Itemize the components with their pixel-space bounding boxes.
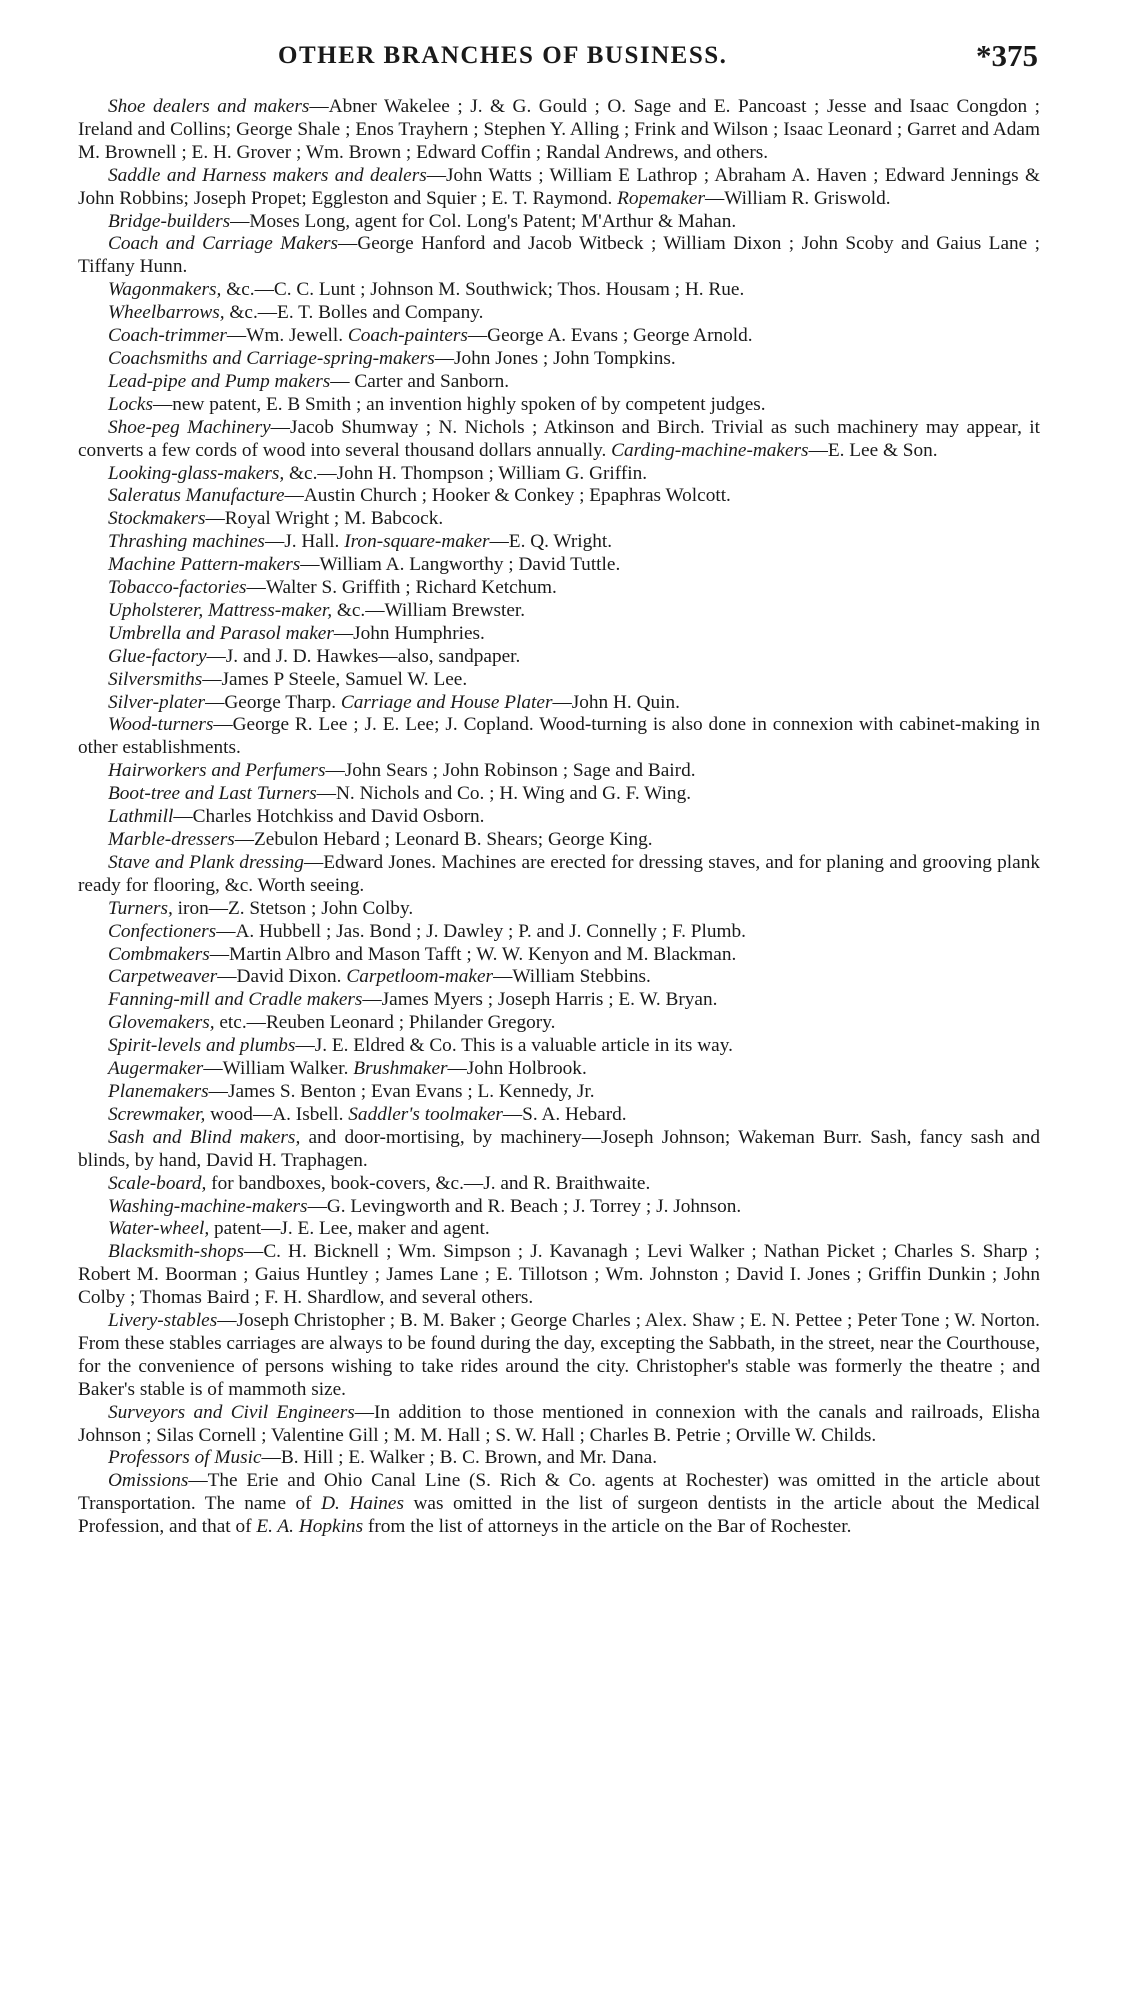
directory-entry [78, 1173, 1040, 1196]
entry-term: Wagonmakers, [108, 279, 222, 301]
directory-entry [78, 348, 1040, 371]
entry-text: —The Erie and Ohio Canal Line (S. Rich & Co. agents at Rochester) was omitted in the article about Transportation. The name of [78, 1470, 1040, 1515]
directory-entry [78, 600, 1040, 623]
entry-text: —S. A. Hebard. [502, 1103, 627, 1125]
directory-entry [78, 233, 1040, 279]
entry-text: &c.—John H. Thompson ; William G. Griffin. [284, 462, 648, 484]
entry-term: Blacksmith-shops [108, 1241, 245, 1263]
directory-entry [78, 646, 1040, 669]
directory-entry [78, 325, 1040, 348]
entry-term: Fanning-mill and Cradle makers [108, 989, 363, 1011]
entry-term: Professors of Music [108, 1447, 262, 1469]
page-title: OTHER BRANCHES OF BUSINESS. [278, 42, 728, 69]
entry-term: Washing-machine-makers [108, 1195, 308, 1217]
entry-term: Stockmakers [108, 508, 206, 530]
entry-text: was omitted in the list of surgeon dentists in the article about the Medical Profession, and that of [78, 1493, 1040, 1538]
entry-term: Tobacco-factories [108, 577, 247, 599]
entry-text: —George A. Evans ; George Arnold. [467, 325, 753, 347]
entry-text: —Royal Wright ; M. Babcock. [205, 508, 444, 530]
entry-term: Omissions [108, 1470, 189, 1492]
directory-entry [78, 829, 1040, 852]
entry-text: wood—A. Isbell. [205, 1103, 344, 1125]
entry-text: &c.—E. T. Bolles and Company. [224, 302, 484, 324]
entry-term: Wheelbarrows, [108, 302, 225, 324]
entry-text: —John Watts ; William E Lathrop ; Abraham A. Haven ; Edward Jennings & John Robbins; Joseph Propet; Eggleston and Squier ; E. T. Raymond. [78, 164, 1040, 209]
entry-text: etc.—Reuben Leonard ; Philander Gregory. [214, 1012, 556, 1034]
entry-term: Silversmiths [108, 668, 203, 690]
entry-term: Carding-machine-makers [611, 439, 809, 461]
entry-text: —William R. Griswold. [704, 187, 891, 209]
page-number: *375 [976, 38, 1038, 73]
entry-text: —William A. Langworthy ; David Tuttle. [300, 554, 621, 576]
entry-term: Lead-pipe and Pump makers [108, 370, 331, 392]
entry-term: Spirit-levels and plumbs [108, 1035, 296, 1057]
entry-text: —James P Steele, Samuel W. Lee. [202, 668, 468, 690]
entry-text: —William Walker. [203, 1058, 349, 1080]
entry-text: —N. Nichols and Co. ; H. Wing and G. F. Wing. [316, 783, 692, 805]
entry-term: Saleratus Manufacture [108, 485, 285, 507]
directory-entry [78, 1127, 1040, 1173]
directory-entry [78, 1470, 1040, 1539]
directory-entry [78, 1035, 1040, 1058]
entry-text: —J. Hall. [264, 531, 340, 553]
entry-term: Saddle and Harness makers and dealers [108, 164, 427, 186]
entry-term: Turners, [108, 897, 173, 919]
directory-entry [78, 1012, 1040, 1035]
entry-term: Upholsterer, Mattress-maker, [108, 599, 333, 621]
directory-entry [78, 485, 1040, 508]
directory-entry [78, 165, 1040, 211]
entry-term: Coach-painters [347, 325, 468, 347]
directory-entry [78, 508, 1040, 531]
entry-term: Thrashing machines [108, 531, 265, 553]
entry-term: Iron-square-maker [344, 531, 490, 553]
entry-text: —J. and J. D. Hawkes—also, sandpaper. [206, 645, 521, 667]
entry-term: Augermaker [108, 1058, 204, 1080]
directory-entry [78, 279, 1040, 302]
entry-term: Shoe dealers and makers [108, 96, 310, 117]
entry-text: —Zebulon Hebard ; Leonard B. Shears; George King. [234, 829, 653, 850]
entry-text: &c.—C. C. Lunt ; Johnson M. Southwick; Thos. Housam ; H. Rue. [221, 279, 745, 301]
entry-text: —In addition to those mentioned in connexion with the canals and railroads, Elisha Johnson ; Silas Cornell ; Valentine Gill ; M. M. Hall ; S. W. Hall ; Charles B. Petrie ; Orville W. Childs. [78, 1401, 1040, 1446]
entry-text: from the list of attorneys in the article on the Bar of Rochester. [363, 1516, 852, 1538]
directory-entry [78, 1196, 1040, 1219]
directory-entry [78, 692, 1040, 715]
entry-term: Confectioners [108, 920, 217, 942]
directory-entry [78, 96, 1040, 165]
entry-text: —John Holbrook. [447, 1058, 587, 1080]
entry-term: Boot-tree and Last Turners [108, 783, 317, 805]
directory-entry [78, 760, 1040, 783]
entry-term: Combmakers [108, 943, 210, 965]
directory-entry [78, 371, 1040, 394]
entry-text: —E. Lee & Son. [808, 439, 938, 461]
directory-entry [78, 417, 1040, 463]
directory-entry [78, 783, 1040, 806]
entry-text: —J. E. Eldred & Co. This is a valuable article in its way. [295, 1035, 733, 1057]
entry-text: —Moses Long, agent for Col. Long's Patent; M'Arthur & Mahan. [230, 210, 737, 232]
entry-text: —new patent, E. B Smith ; an invention highly spoken of by competent judges. [152, 393, 766, 415]
entry-term: Scale-board, [108, 1172, 207, 1194]
entry-term: Lathmill [108, 806, 174, 828]
entry-text: and door-mortising, by machinery—Joseph Johnson; Wakeman Burr. Sash, fancy sash and blinds, by hand, David H. Traphagen. [78, 1126, 1040, 1171]
entry-term: Screwmaker, [108, 1103, 206, 1125]
directory-entry [78, 1058, 1040, 1081]
directory-entry [78, 966, 1040, 989]
entry-text: iron—Z. Stetson ; John Colby. [172, 897, 414, 919]
entry-term: Water-wheel, [108, 1218, 210, 1240]
entry-term: E. A. Hopkins [256, 1516, 364, 1538]
entry-term: D. Haines [321, 1493, 404, 1515]
entry-text: —C. H. Bicknell ; Wm. Simpson ; J. Kavanagh ; Levi Walker ; Nathan Picket ; Charles S. Sharp ; Robert M. Boorman ; Gaius Huntley ; James Lane ; E. Tillotson ; Wm. Johnston ; David I. Jones ; Griffin Dunkin ; John Colby ; Thomas Baird ; F. H. Shardlow, and several others. [78, 1241, 1040, 1309]
entry-term: Carpetweaver [108, 966, 218, 988]
directory-entry [78, 577, 1040, 600]
directory-entry [78, 714, 1040, 760]
entry-term: Looking-glass-makers, [108, 462, 285, 484]
entry-term: Sash and Blind makers, [108, 1126, 301, 1148]
entry-text: —Joseph Christopher ; B. M. Baker ; George Charles ; Alex. Shaw ; E. N. Pettee ; Peter Tone ; W. Norton. From these stables carriages are always to be found during the day, excepting the Sabbath, in the street, near the Courthouse, for the convenience of persons wishing to take rides around the city. Christopher's stable was formerly the theatre ; and Baker's stable is of mammoth size. [78, 1310, 1040, 1400]
entry-text: —A. Hubbell ; Jas. Bond ; J. Dawley ; P. and J. Connelly ; F. Plumb. [216, 920, 746, 942]
directory-entry [78, 921, 1040, 944]
entry-text: —George Tharp. [205, 691, 337, 713]
directory-entry [78, 554, 1040, 577]
directory-entry [78, 1447, 1040, 1470]
entry-text: —James Myers ; Joseph Harris ; E. W. Bryan. [362, 989, 718, 1011]
entry-text: —Walter S. Griffith ; Richard Ketchum. [246, 577, 557, 599]
entry-term: Livery-stables [108, 1310, 218, 1332]
entry-term: Locks [108, 393, 153, 415]
directory-entry [78, 852, 1040, 898]
entry-text: —B. Hill ; E. Walker ; B. C. Brown, and Mr. Dana. [261, 1447, 658, 1469]
directory-entry [78, 1104, 1040, 1127]
entry-term: Bridge-builders [108, 210, 231, 232]
entry-text: —George Hanford and Jacob Witbeck ; William Dixon ; John Scoby and Gaius Lane ; Tiffany Hunn. [78, 233, 1040, 278]
entry-text: —Martin Albro and Mason Tafft ; W. W. Kenyon and M. Blackman. [209, 943, 737, 965]
directory-entry [78, 898, 1040, 921]
directory-entry [78, 1081, 1040, 1104]
entry-term: Shoe-peg Machinery [108, 416, 271, 438]
entry-term: Marble-dressers [108, 829, 235, 850]
entry-text: —James S. Benton ; Evan Evans ; L. Kennedy, Jr. [208, 1080, 595, 1102]
entry-term: Brushmaker [353, 1058, 448, 1080]
directory-entry [78, 989, 1040, 1012]
entry-text: —Wm. Jewell. [226, 325, 344, 347]
entry-text: —Austin Church ; Hooker & Conkey ; Epaphras Wolcott. [284, 485, 731, 507]
entry-text: patent—J. E. Lee, maker and agent. [209, 1218, 490, 1240]
directory-text [78, 96, 1040, 1539]
entry-term: Coach-trimmer [108, 325, 227, 347]
entry-text: &c.—William Brewster. [332, 599, 526, 621]
entry-text: —John Humphries. [333, 622, 485, 644]
entry-text: —John Sears ; John Robinson ; Sage and Baird. [325, 760, 696, 782]
entry-text: — Carter and Sanborn. [330, 370, 510, 392]
entry-term: Carriage and House Plater [340, 691, 553, 713]
directory-entry [78, 463, 1040, 486]
entry-text: —John H. Quin. [552, 691, 680, 713]
directory-entry [78, 669, 1040, 692]
directory-entry [78, 211, 1040, 234]
entry-text: —David Dixon. [217, 966, 342, 988]
entry-term: Glovemakers, [108, 1012, 215, 1034]
entry-text: —Abner Wakelee ; J. & G. Gould ; O. Sage and E. Pancoast ; Jesse and Isaac Congdon ; Ireland and Collins; George Shale ; Enos Trayhern ; Stephen Y. Alling ; Frink and Wilson ; Isaac Leonard ; Garret and Adam M. Brownell ; E. H. Grover ; Wm. Brown ; Edward Coffin ; Randal Andrews, and others. [78, 96, 1041, 163]
directory-entry [78, 302, 1040, 325]
entry-text: —John Jones ; John Tompkins. [434, 347, 676, 369]
entry-term: Carpetloom-maker [346, 966, 494, 988]
entry-text: —Edward Jones. Machines are erected for dressing staves, and for planing and grooving plank ready for flooring, &c. Worth seeing. [78, 851, 1040, 896]
entry-term: Machine Pattern-makers [108, 554, 301, 576]
entry-term: Planemakers [108, 1080, 209, 1102]
entry-term: Silver-plater [108, 691, 206, 713]
entry-term: Ropemaker [617, 187, 705, 209]
entry-term: Coach and Carriage Makers [108, 233, 339, 255]
entry-term: Coachsmiths and Carriage-spring-makers [108, 347, 435, 369]
directory-entry [78, 944, 1040, 967]
directory-entry [78, 1402, 1040, 1448]
entry-term: Surveyors and Civil Engineers [108, 1401, 355, 1423]
entry-term: Saddler's toolmaker [348, 1103, 503, 1125]
directory-entry [78, 623, 1040, 646]
directory-entry [78, 806, 1040, 829]
entry-text: for bandboxes, book-covers, &c.—J. and R. Braithwaite. [206, 1172, 651, 1194]
entry-term: Wood-turners [108, 714, 214, 736]
running-head [78, 38, 1038, 78]
directory-entry [78, 394, 1040, 417]
entry-term: Hairworkers and Perfumers [108, 760, 326, 782]
entry-text: —E. Q. Wright. [489, 531, 613, 553]
directory-entry [78, 1241, 1040, 1310]
directory-entry [78, 1310, 1040, 1402]
entry-text: —George R. Lee ; J. E. Lee; J. Copland. Wood-turning is also done in connexion with cabinet-making in other establishments. [78, 714, 1040, 759]
entry-text: —Jacob Shumway ; N. Nichols ; Atkinson and Birch. Trivial as such machinery may appear, it converts a few cords of wood into several thousand dollars annually. [78, 416, 1040, 461]
entry-text: —Charles Hotchkiss and David Osborn. [173, 806, 485, 828]
entry-term: Glue-factory [108, 645, 207, 667]
directory-entry [78, 1218, 1040, 1241]
entry-text: —G. Levingworth and R. Beach ; J. Torrey ; J. Johnson. [307, 1195, 742, 1217]
entry-term: Umbrella and Parasol maker [108, 622, 334, 644]
entry-term: Stave and Plank dressing [108, 851, 304, 873]
entry-text: —William Stebbins. [493, 966, 651, 988]
directory-entry [78, 531, 1040, 554]
